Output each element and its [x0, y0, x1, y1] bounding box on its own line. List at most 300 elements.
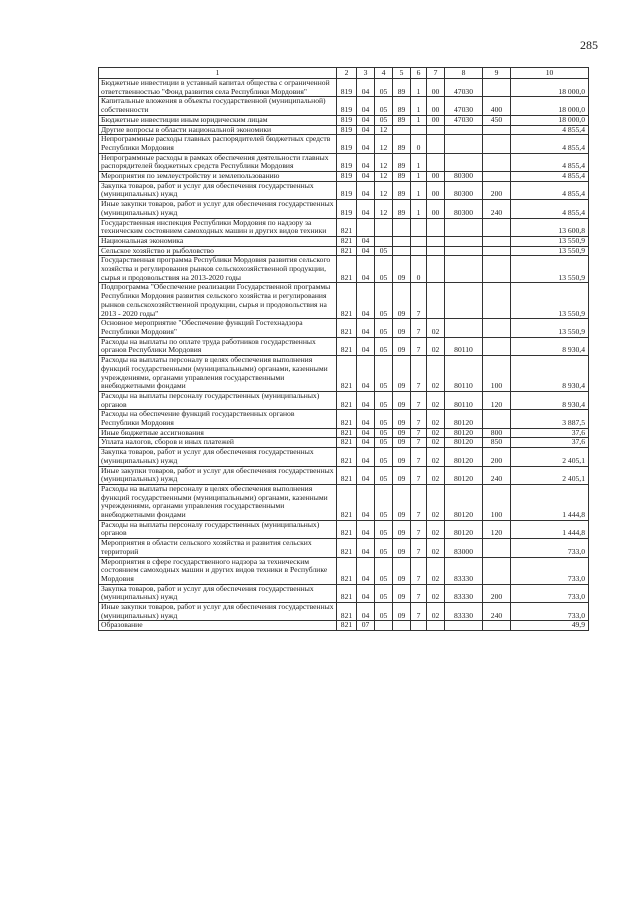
row-name-cell: Основное мероприятие "Обеспечение функций Гостехнадзора Республики Мордовия"	[99, 319, 337, 337]
code-cell	[393, 621, 411, 631]
table-row	[99, 283, 589, 319]
code-cell: 04	[357, 97, 375, 115]
row-name-cell: Национальная экономика	[99, 236, 337, 246]
code-cell: 100	[483, 356, 511, 392]
code-cell: 04	[357, 181, 375, 199]
code-cell: 80300	[445, 172, 483, 182]
amount-cell: 733,0	[511, 584, 589, 602]
code-cell: 04	[357, 391, 375, 409]
code-cell	[445, 153, 483, 171]
table-row	[99, 438, 589, 448]
code-cell	[483, 79, 511, 97]
code-cell: 0	[411, 256, 427, 283]
code-cell: 05	[375, 283, 393, 319]
code-cell: 819	[337, 135, 357, 153]
code-cell: 09	[393, 584, 411, 602]
code-cell: 47030	[445, 79, 483, 97]
code-cell: 04	[357, 283, 375, 319]
code-cell	[483, 246, 511, 256]
amount-cell: 4 855,4	[511, 125, 589, 135]
code-cell: 450	[483, 115, 511, 125]
code-cell: 821	[337, 283, 357, 319]
code-cell: 05	[375, 337, 393, 355]
code-cell: 04	[357, 584, 375, 602]
code-cell	[411, 246, 427, 256]
code-cell: 7	[411, 484, 427, 520]
code-cell	[411, 236, 427, 246]
code-cell: 09	[393, 391, 411, 409]
table-row	[99, 428, 589, 438]
amount-cell: 13 550,9	[511, 319, 589, 337]
row-name-cell: Подпрограмма "Обеспечение реализации Государственной программы Республики Мордовия развития сельского хозяйства и регулирования рынков сельскохозяйственной продукции, сырья и продовольствия на 2013 - 2020 годы"	[99, 283, 337, 319]
code-cell	[393, 236, 411, 246]
code-cell: 821	[337, 603, 357, 621]
row-name-cell: Государственная программа Республики Мордовия развития сельского хозяйства и регулирования рынков сельскохозяйственной продукции, сырья и продовольствия на 2013-2020 годы	[99, 256, 337, 283]
code-cell: 200	[483, 584, 511, 602]
code-cell: 05	[375, 603, 393, 621]
row-name-cell: Расходы на выплаты персоналу государственных (муниципальных) органов	[99, 520, 337, 538]
table-row	[99, 539, 589, 557]
code-cell: 05	[375, 246, 393, 256]
row-name-cell: Иные закупки товаров, работ и услуг для обеспечения государственных (муниципальных) нужд	[99, 200, 337, 218]
code-cell: 04	[357, 256, 375, 283]
code-cell: 09	[393, 603, 411, 621]
code-cell	[483, 319, 511, 337]
code-cell: 09	[393, 256, 411, 283]
code-cell: 02	[427, 466, 445, 484]
table-row	[99, 319, 589, 337]
table-row	[99, 557, 589, 584]
code-cell: 04	[357, 172, 375, 182]
code-cell: 7	[411, 466, 427, 484]
code-cell: 821	[337, 520, 357, 538]
code-cell: 02	[427, 603, 445, 621]
row-name-cell: Образование	[99, 621, 337, 631]
code-cell	[483, 218, 511, 236]
code-cell	[427, 256, 445, 283]
code-cell: 05	[375, 466, 393, 484]
column-header: 3	[357, 68, 375, 79]
table-row	[99, 115, 589, 125]
code-cell: 7	[411, 539, 427, 557]
code-cell: 04	[357, 484, 375, 520]
row-name-cell: Капитальные вложения в объекты государственной (муниципальной) собственности	[99, 97, 337, 115]
code-cell: 240	[483, 466, 511, 484]
code-cell	[375, 218, 393, 236]
code-cell	[445, 236, 483, 246]
row-name-cell: Уплата налогов, сборов и иных платежей	[99, 438, 337, 448]
code-cell: 89	[393, 181, 411, 199]
code-cell: 80120	[445, 410, 483, 428]
code-cell: 7	[411, 438, 427, 448]
row-name-cell: Закупка товаров, работ и услуг для обеспечения государственных (муниципальных) нужд	[99, 181, 337, 199]
code-cell: 80120	[445, 520, 483, 538]
code-cell: 05	[375, 428, 393, 438]
code-cell: 89	[393, 200, 411, 218]
code-cell: 00	[427, 200, 445, 218]
budget-table	[98, 67, 589, 631]
code-cell: 7	[411, 557, 427, 584]
amount-cell: 13 550,9	[511, 236, 589, 246]
code-cell: 821	[337, 256, 357, 283]
code-cell	[483, 135, 511, 153]
code-cell: 819	[337, 200, 357, 218]
code-cell	[483, 256, 511, 283]
code-cell: 821	[337, 319, 357, 337]
code-cell: 02	[427, 484, 445, 520]
code-cell	[375, 621, 393, 631]
code-cell: 04	[357, 539, 375, 557]
amount-cell: 733,0	[511, 603, 589, 621]
code-cell: 7	[411, 520, 427, 538]
table-row	[99, 391, 589, 409]
code-cell	[427, 218, 445, 236]
code-cell	[445, 256, 483, 283]
code-cell	[427, 621, 445, 631]
code-cell: 240	[483, 603, 511, 621]
code-cell: 100	[483, 484, 511, 520]
code-cell: 09	[393, 428, 411, 438]
code-cell: 05	[375, 391, 393, 409]
code-cell: 80110	[445, 356, 483, 392]
code-cell	[427, 236, 445, 246]
code-cell: 83330	[445, 557, 483, 584]
code-cell: 821	[337, 356, 357, 392]
code-cell: 09	[393, 557, 411, 584]
code-cell: 89	[393, 153, 411, 171]
table-row	[99, 337, 589, 355]
amount-cell: 3 887,5	[511, 410, 589, 428]
code-cell	[375, 236, 393, 246]
code-cell	[427, 246, 445, 256]
code-cell: 05	[375, 557, 393, 584]
table-row	[99, 256, 589, 283]
row-name-cell: Сельское хозяйство и рыболовство	[99, 246, 337, 256]
column-header: 6	[411, 68, 427, 79]
code-cell: 821	[337, 410, 357, 428]
row-name-cell: Непрограммные расходы главных распорядителей бюджетных средств Республики Мордовия	[99, 135, 337, 153]
code-cell: 02	[427, 557, 445, 584]
code-cell: 47030	[445, 115, 483, 125]
code-cell: 05	[375, 97, 393, 115]
code-cell: 12	[375, 135, 393, 153]
column-header: 4	[375, 68, 393, 79]
amount-cell: 4 855,4	[511, 153, 589, 171]
code-cell: 05	[375, 410, 393, 428]
code-cell	[393, 246, 411, 256]
row-name-cell: Мероприятия в сфере государственного надзора за техническим состоянием самоходных машин и других видов техники в Республике Мордовия	[99, 557, 337, 584]
code-cell: 09	[393, 319, 411, 337]
page-number: 285	[580, 38, 598, 52]
table-row	[99, 172, 589, 182]
column-header: 5	[393, 68, 411, 79]
code-cell: 821	[337, 448, 357, 466]
code-cell: 819	[337, 153, 357, 171]
code-cell: 7	[411, 448, 427, 466]
code-cell: 02	[427, 391, 445, 409]
code-cell: 00	[427, 79, 445, 97]
code-cell: 04	[357, 319, 375, 337]
code-cell: 200	[483, 448, 511, 466]
code-cell: 821	[337, 466, 357, 484]
code-cell: 7	[411, 337, 427, 355]
row-name-cell: Другие вопросы в области национальной экономики	[99, 125, 337, 135]
code-cell: 09	[393, 539, 411, 557]
table-row	[99, 356, 589, 392]
row-name-cell: Расходы на выплаты персоналу в целях обеспечения выполнения функций государственными (муниципальными) органами, казенными учреждениями, органами управления государственными внебюджетными фондами	[99, 484, 337, 520]
amount-cell: 18 000,0	[511, 115, 589, 125]
code-cell: 07	[357, 621, 375, 631]
table-row	[99, 621, 589, 631]
code-cell	[483, 539, 511, 557]
amount-cell: 1 444,8	[511, 520, 589, 538]
code-cell: 1	[411, 97, 427, 115]
table-row	[99, 125, 589, 135]
code-cell: 821	[337, 484, 357, 520]
code-cell: 09	[393, 520, 411, 538]
code-cell: 05	[375, 115, 393, 125]
code-cell: 04	[357, 520, 375, 538]
code-cell: 80120	[445, 438, 483, 448]
code-cell: 12	[375, 181, 393, 199]
code-cell: 89	[393, 115, 411, 125]
code-cell: 7	[411, 391, 427, 409]
code-cell: 09	[393, 410, 411, 428]
code-cell: 120	[483, 520, 511, 538]
code-cell: 02	[427, 428, 445, 438]
code-cell: 04	[357, 410, 375, 428]
amount-cell: 13 550,9	[511, 283, 589, 319]
table-row	[99, 79, 589, 97]
code-cell: 00	[427, 181, 445, 199]
row-name-cell: Расходы на выплаты по оплате труда работников государственных органов Республики Мордовия	[99, 337, 337, 355]
code-cell: 83330	[445, 603, 483, 621]
code-cell: 80110	[445, 391, 483, 409]
code-cell: 12	[375, 200, 393, 218]
code-cell: 05	[375, 356, 393, 392]
row-name-cell: Иные закупки товаров, работ и услуг для обеспечения государственных (муниципальных) нужд	[99, 466, 337, 484]
code-cell: 0	[411, 135, 427, 153]
amount-cell: 8 930,4	[511, 356, 589, 392]
table-row	[99, 584, 589, 602]
amount-cell: 8 930,4	[511, 391, 589, 409]
column-header: 10	[511, 68, 589, 79]
code-cell	[411, 125, 427, 135]
code-cell	[483, 236, 511, 246]
code-cell: 821	[337, 236, 357, 246]
row-name-cell: Бюджетные инвестиции в уставный капитал общества с ограниченной ответственностью "Фонд развития села Республики Мордовия"	[99, 79, 337, 97]
code-cell: 80120	[445, 428, 483, 438]
code-cell	[411, 218, 427, 236]
code-cell: 05	[375, 539, 393, 557]
amount-cell: 733,0	[511, 539, 589, 557]
code-cell: 1	[411, 181, 427, 199]
table-row	[99, 246, 589, 256]
code-cell: 05	[375, 79, 393, 97]
code-cell: 04	[357, 603, 375, 621]
code-cell: 80120	[445, 484, 483, 520]
code-cell	[357, 218, 375, 236]
amount-cell: 1 444,8	[511, 484, 589, 520]
code-cell: 09	[393, 484, 411, 520]
row-name-cell: Иные бюджетные ассигнования	[99, 428, 337, 438]
amount-cell: 13 550,9	[511, 246, 589, 256]
code-cell: 819	[337, 125, 357, 135]
code-cell: 800	[483, 428, 511, 438]
code-cell: 1	[411, 115, 427, 125]
code-cell: 80110	[445, 337, 483, 355]
code-cell: 7	[411, 410, 427, 428]
table-row	[99, 448, 589, 466]
code-cell: 05	[375, 256, 393, 283]
code-cell: 02	[427, 438, 445, 448]
code-cell: 821	[337, 438, 357, 448]
amount-cell: 2 405,1	[511, 448, 589, 466]
code-cell	[483, 410, 511, 428]
code-cell: 09	[393, 337, 411, 355]
code-cell: 7	[411, 283, 427, 319]
code-cell: 821	[337, 246, 357, 256]
code-cell: 821	[337, 337, 357, 355]
code-cell: 05	[375, 438, 393, 448]
code-cell: 819	[337, 97, 357, 115]
code-cell	[483, 283, 511, 319]
row-name-cell: Бюджетные инвестиции иным юридическим лицам	[99, 115, 337, 125]
code-cell	[483, 125, 511, 135]
code-cell	[445, 246, 483, 256]
code-cell: 09	[393, 438, 411, 448]
code-cell	[411, 621, 427, 631]
code-cell: 821	[337, 428, 357, 438]
code-cell: 1	[411, 79, 427, 97]
code-cell: 05	[375, 319, 393, 337]
code-cell: 819	[337, 181, 357, 199]
column-header: 1	[99, 68, 337, 79]
amount-cell: 37,6	[511, 438, 589, 448]
code-cell: 120	[483, 391, 511, 409]
amount-cell: 13 600,8	[511, 218, 589, 236]
table-row	[99, 466, 589, 484]
table-row	[99, 603, 589, 621]
code-cell: 09	[393, 466, 411, 484]
code-cell: 00	[427, 97, 445, 115]
code-cell: 00	[427, 172, 445, 182]
code-cell: 1	[411, 172, 427, 182]
amount-cell: 18 000,0	[511, 97, 589, 115]
code-cell: 1	[411, 153, 427, 171]
code-cell: 83000	[445, 539, 483, 557]
code-cell: 04	[357, 135, 375, 153]
code-cell: 12	[375, 125, 393, 135]
code-cell: 04	[357, 115, 375, 125]
code-cell: 00	[427, 115, 445, 125]
code-cell: 04	[357, 428, 375, 438]
code-cell: 04	[357, 200, 375, 218]
code-cell	[445, 135, 483, 153]
amount-cell: 49,9	[511, 621, 589, 631]
code-cell: 04	[357, 466, 375, 484]
table-row	[99, 181, 589, 199]
code-cell: 819	[337, 115, 357, 125]
code-cell: 400	[483, 97, 511, 115]
code-cell: 7	[411, 319, 427, 337]
code-cell: 819	[337, 172, 357, 182]
row-name-cell: Мероприятия в области сельского хозяйства и развития сельских территорий	[99, 539, 337, 557]
code-cell: 47030	[445, 97, 483, 115]
row-name-cell: Расходы на выплаты персоналу государственных (муниципальных) органов	[99, 391, 337, 409]
table-row	[99, 410, 589, 428]
code-cell: 05	[375, 584, 393, 602]
table-row	[99, 520, 589, 538]
row-name-cell: Иные закупки товаров, работ и услуг для обеспечения государственных (муниципальных) нужд	[99, 603, 337, 621]
table-body	[99, 79, 589, 631]
code-cell	[393, 125, 411, 135]
code-cell: 05	[375, 520, 393, 538]
code-cell: 09	[393, 448, 411, 466]
amount-cell: 4 855,4	[511, 172, 589, 182]
table-row	[99, 97, 589, 115]
code-cell: 89	[393, 97, 411, 115]
code-cell: 04	[357, 557, 375, 584]
code-cell: 821	[337, 391, 357, 409]
code-cell: 12	[375, 172, 393, 182]
code-cell: 04	[357, 236, 375, 246]
code-cell: 04	[357, 246, 375, 256]
row-name-cell: Закупка товаров, работ и услуг для обеспечения государственных (муниципальных) нужд	[99, 448, 337, 466]
code-cell: 7	[411, 603, 427, 621]
code-cell: 7	[411, 428, 427, 438]
code-cell: 80120	[445, 466, 483, 484]
table-row	[99, 236, 589, 246]
code-cell: 850	[483, 438, 511, 448]
code-cell: 89	[393, 135, 411, 153]
code-cell: 819	[337, 79, 357, 97]
code-cell	[445, 319, 483, 337]
code-cell	[445, 283, 483, 319]
code-cell	[393, 218, 411, 236]
header-row	[99, 68, 589, 79]
code-cell	[483, 337, 511, 355]
code-cell: 05	[375, 484, 393, 520]
column-header: 8	[445, 68, 483, 79]
code-cell: 02	[427, 539, 445, 557]
code-cell: 02	[427, 356, 445, 392]
code-cell: 02	[427, 410, 445, 428]
code-cell: 09	[393, 283, 411, 319]
code-cell: 02	[427, 584, 445, 602]
row-name-cell: Непрограммные расходы в рамках обеспечения деятельности главных распорядителей бюджетных средств Республики Мордовия	[99, 153, 337, 171]
amount-cell: 733,0	[511, 557, 589, 584]
code-cell: 02	[427, 337, 445, 355]
code-cell: 04	[357, 356, 375, 392]
code-cell: 02	[427, 448, 445, 466]
code-cell: 83330	[445, 584, 483, 602]
code-cell: 02	[427, 520, 445, 538]
code-cell: 04	[357, 125, 375, 135]
code-cell: 1	[411, 200, 427, 218]
amount-cell: 13 550,9	[511, 256, 589, 283]
row-name-cell: Государственная инспекция Республики Мордовия по надзору за техническим состоянием самоходных машин и других видов техники	[99, 218, 337, 236]
code-cell	[427, 153, 445, 171]
amount-cell: 8 930,4	[511, 337, 589, 355]
code-cell: 04	[357, 79, 375, 97]
code-cell: 09	[393, 356, 411, 392]
amount-cell: 18 000,0	[511, 79, 589, 97]
column-header: 2	[337, 68, 357, 79]
row-name-cell: Закупка товаров, работ и услуг для обеспечения государственных (муниципальных) нужд	[99, 584, 337, 602]
code-cell: 200	[483, 181, 511, 199]
code-cell: 04	[357, 448, 375, 466]
